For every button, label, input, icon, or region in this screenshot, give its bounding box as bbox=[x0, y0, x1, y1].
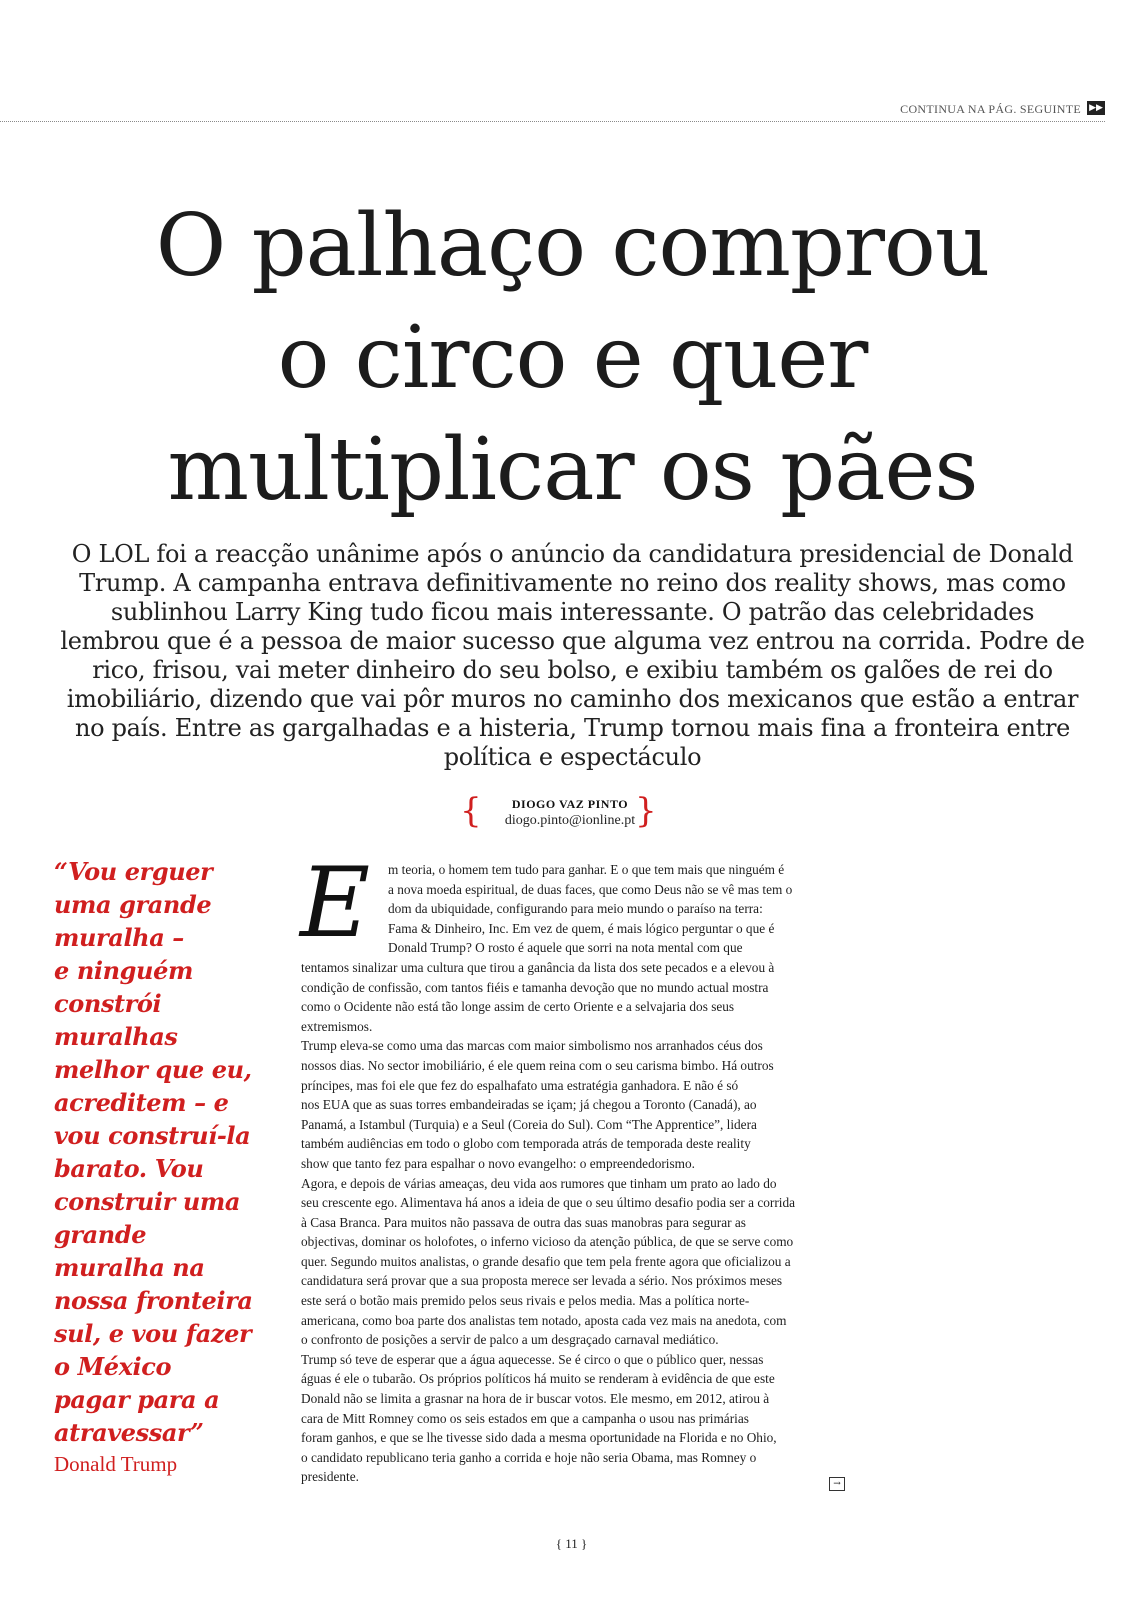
article-line: Trump eleva-se como uma das marcas com maior simbolismo nos arranhados céus dos bbox=[301, 1038, 763, 1054]
author-email[interactable]: diogo.pinto@ionline.pt bbox=[504, 813, 636, 828]
article-line: como o Ocidente não está tão longe assim de certo Oriente e a selvajaria dos seus bbox=[301, 999, 735, 1015]
article-line: extremismos. bbox=[301, 1018, 373, 1034]
pull-quote-line: o México bbox=[54, 1352, 172, 1381]
article-line: o candidato republicano teria ganho a corrida e hoje não seria Obama, mas Romney o bbox=[301, 1449, 757, 1465]
article-line: à Casa Branca. Para muitos não passava de outra das suas manobras para segurar as bbox=[301, 1214, 746, 1230]
article-line: m teoria, o homem tem tudo para ganhar. E o que tem mais que ninguém é bbox=[388, 862, 785, 877]
right-brace: } bbox=[635, 791, 657, 831]
article-body bbox=[300, 847, 861, 1487]
article-line: objectivas, dominar os holofotes, o inferno vicioso da atenção pública, de que se serve como bbox=[301, 1234, 794, 1250]
article-line: cara de Mitt Romney como os seis estados em que a campanha o usou nas primárias bbox=[301, 1410, 749, 1426]
page-number: { 11 } bbox=[555, 1536, 588, 1551]
pull-quote-line: atravessar” bbox=[54, 1418, 204, 1447]
article-line: seu crescente ego. Alimentava há anos a ideia de que o seu último desafio podia ser a corrida bbox=[301, 1195, 796, 1211]
article-line: candidatura será provar que a sua proposta merece ser levada a sério. Nos próximos meses bbox=[301, 1273, 783, 1289]
article-line: Trump só teve de esperar que a água aquecesse. Se é circo o que o público quer, nessas bbox=[301, 1351, 764, 1367]
left-brace: { bbox=[460, 791, 482, 831]
byline bbox=[420, 791, 720, 835]
pull-quote-line: nossa fronteira bbox=[54, 1286, 253, 1315]
article-line: americana, como boa parte dos analistas tem notado, aposta cada vez mais na anedota, com bbox=[301, 1312, 787, 1328]
article-line: dom da ubiquidade, configurando para meio mundo o paraíso na terra: bbox=[388, 901, 763, 917]
pull-quote-line: vou construí-la bbox=[54, 1121, 251, 1150]
author-name: DIOGO VAZ PINTO bbox=[511, 797, 629, 811]
next-page-icon: ▶▶ bbox=[1087, 101, 1105, 115]
article-line: Donald Trump? O rosto é aquele que sorri na nota mental com que bbox=[388, 940, 743, 956]
pull-quote bbox=[54, 855, 279, 1449]
pull-quote-line: sul, e vou fazer bbox=[54, 1319, 252, 1348]
pull-quote-line: melhor que eu, bbox=[54, 1055, 252, 1084]
article-line: o confronto de posições a servir de palco a um desgraçado carnaval mediático. bbox=[301, 1332, 719, 1348]
article-line: show que tanto fez para espalhar o novo evangelho: o empreendedorismo. bbox=[301, 1155, 695, 1171]
pull-quote-line: muralha – bbox=[54, 923, 184, 952]
article-line: Agora, e depois de várias ameaças, deu vida aos rumores que tinham um prato ao lado do bbox=[301, 1175, 777, 1191]
pull-quote-line: construir uma bbox=[54, 1187, 241, 1216]
lead-paragraph: O LOL foi a reacção unânime após o anúncio da candidatura presidencial de Donald Trump. A campanha entrava definitivamente no reino dos reality shows, mas como sublinhou Larry King tudo ficou mais interessante. O patrão das celebridades lembrou que é a pessoa de maior sucesso que alguma vez entrou na corrida. Podre de rico, frisou, vai meter dinheiro do seu bolso, e exibiu também os galões de rei do imobiliário, dizendo que vai pôr muros no caminho dos mexicanos que estão a entrar no país. Entre as gargalhadas e a histeria, Trump tornou mais fina a fronteira entre política e espectáculo bbox=[60, 540, 1085, 771]
article-line: Panamá, a Istambul (Turquia) e a Seul (Coreia do Sul). Com “The Apprentice”, lidera bbox=[301, 1116, 757, 1132]
article-line: a nova moeda espiritual, de duas faces, que como Deus não se vê mas tem o bbox=[388, 881, 793, 897]
article-line: águas é ele o tubarão. Os próprios políticos há muito se renderam à evidência de que este bbox=[301, 1371, 775, 1387]
drop-cap: E bbox=[300, 847, 371, 959]
pull-quote-line: uma grande bbox=[54, 890, 212, 919]
headline bbox=[40, 190, 1105, 526]
pull-quote-line: acreditem – e bbox=[54, 1088, 229, 1117]
headline-line: O palhaço comprou bbox=[155, 196, 990, 296]
top-rule bbox=[0, 99, 1105, 122]
continue-label: CONTINUA NA PÁG. SEGUINTE bbox=[900, 102, 1081, 116]
article-line: príncipes, mas foi ele que fez do espalhafato uma estratégia ganhadora. E não é só bbox=[301, 1077, 739, 1093]
pull-quote-line: muralha na bbox=[54, 1253, 205, 1282]
article-line: condição de confissão, com tantos fiéis e tamanha devoção que no mundo actual mostra bbox=[301, 979, 769, 995]
pull-quote-line: “Vou erguer bbox=[54, 857, 213, 886]
headline-line: o circo e quer bbox=[277, 308, 868, 408]
pull-quote-line: e ninguém bbox=[54, 956, 193, 985]
pull-quote-line: pagar para a bbox=[54, 1385, 220, 1414]
article-line: tentamos sinalizar uma cultura que tirou a ganância da lista dos sete pecados e a elevou à bbox=[301, 959, 775, 975]
headline-line: multiplicar os pães bbox=[167, 420, 978, 520]
pull-quote-line: grande bbox=[54, 1220, 147, 1249]
article-line: Donald não se limita a grasnar na hora de ir buscar votos. Ele mesmo, em 2012, atirou à bbox=[301, 1391, 770, 1407]
article-line: foram ganhos, e que se lhe tivesse sido dada a mesma oportunidade na Florida e no Ohio, bbox=[301, 1430, 777, 1446]
article-line: também audiências em todo o globo com temporada atrás de temporada deste reality bbox=[301, 1136, 751, 1152]
pull-quote-attribution: Donald Trump bbox=[54, 1452, 178, 1476]
article-line: Fama & Dinheiro, Inc. Em vez de quem, é mais lógico perguntar o que é bbox=[388, 920, 775, 936]
pull-quote-line: muralhas bbox=[54, 1022, 178, 1051]
article-line: quer. Segundo muitos analistas, o grande desafio que tem pela frente agora que oficializou a bbox=[301, 1253, 791, 1269]
article-line: este será o botão mais premido pelos seus rivais e pelos media. Mas a política norte- bbox=[301, 1293, 750, 1309]
pull-quote-line: barato. Vou bbox=[54, 1154, 204, 1183]
pull-quote-line: constrói bbox=[54, 989, 162, 1018]
continue-arrow-icon: → bbox=[829, 1477, 845, 1491]
article-line: nos EUA que as suas torres embandeiradas se içam; já chegou a Toronto (Canadá), ao bbox=[301, 1097, 757, 1113]
article-line: presidente. bbox=[301, 1469, 359, 1485]
article-line: nossos dias. No sector imobiliário, é ele quem reina com o seu carisma bimbo. Há outros bbox=[301, 1057, 774, 1073]
